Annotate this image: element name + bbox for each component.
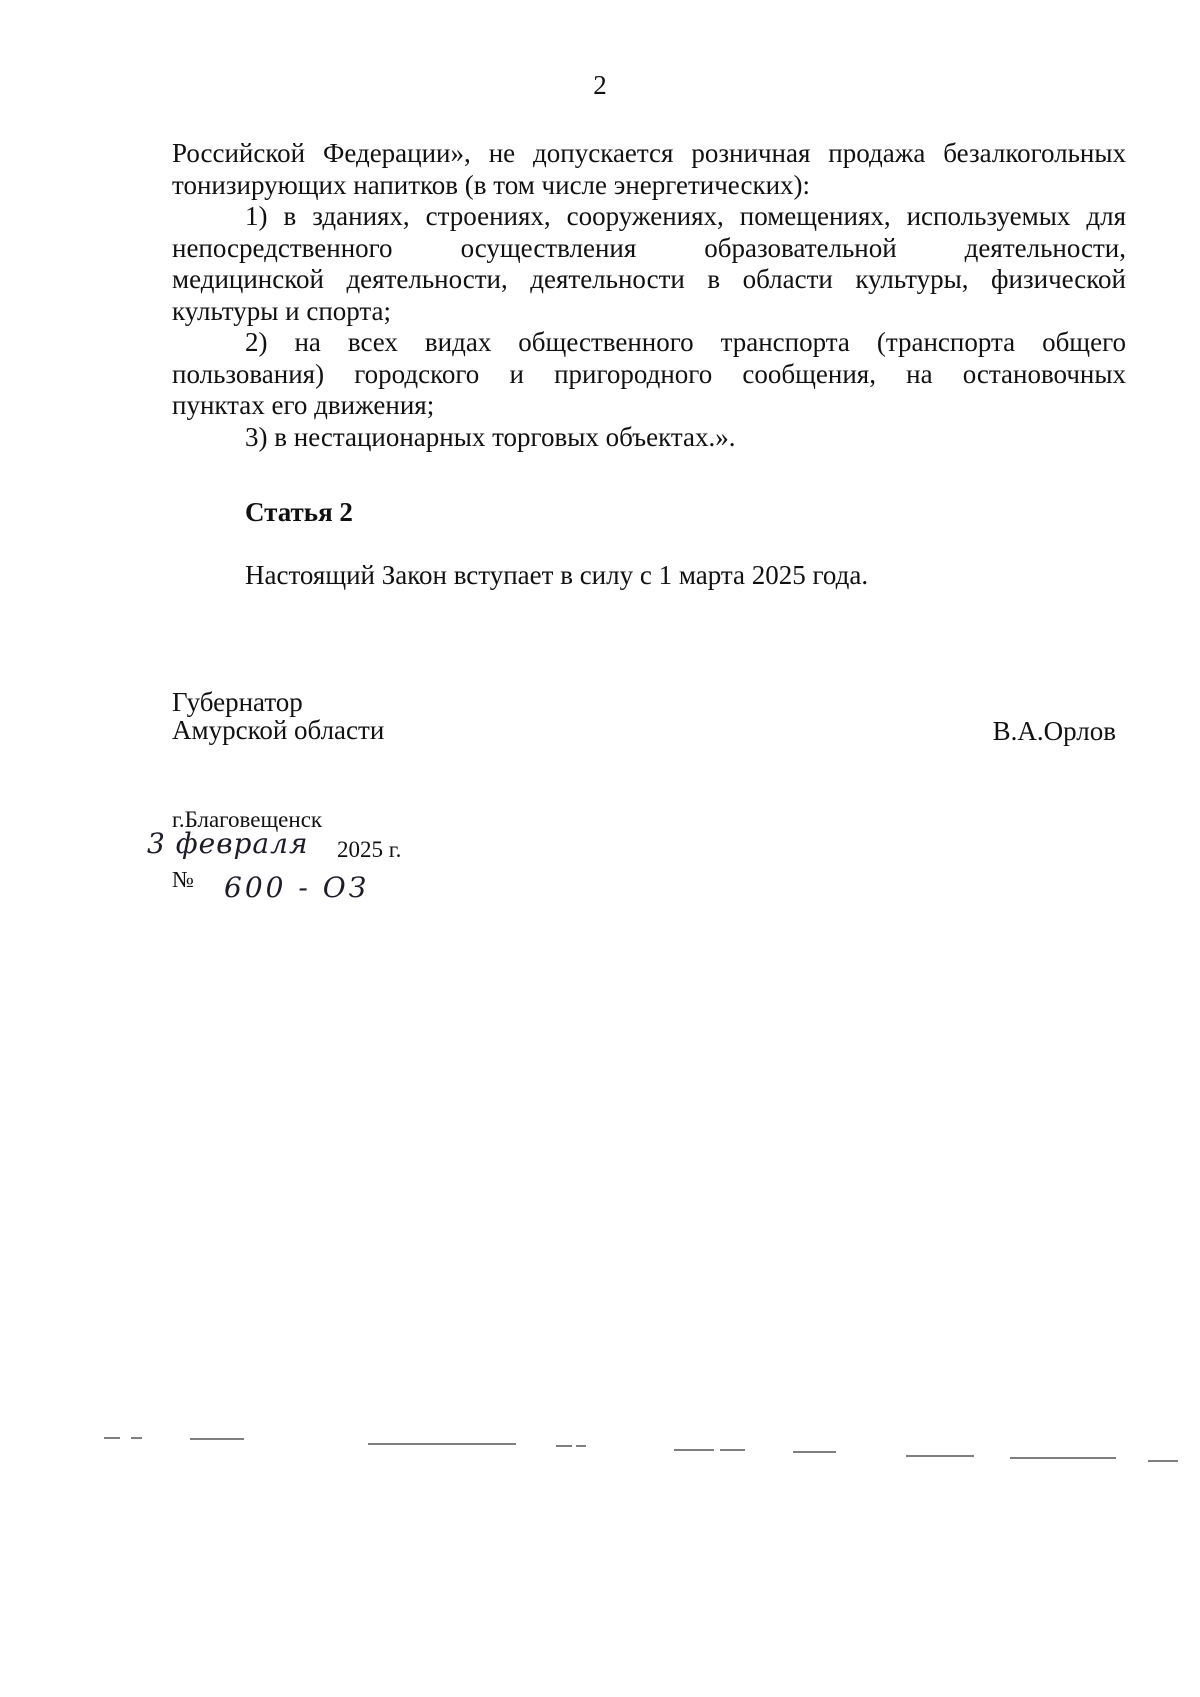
list-item-1-line: непосредственного осуществления образовательной деятельности, — [172, 232, 1126, 263]
paragraph-line: тонизирующих напитков (в том числе энергетических): — [172, 169, 811, 200]
list-item-3: 3) в нестационарных торговых объектах.». — [245, 421, 736, 452]
list-item-1-line: культуры и спорта; — [172, 295, 392, 326]
list-item-2-line: пунктах его движения; — [172, 390, 435, 420]
signatory-name: В.А.Орлов — [992, 716, 1116, 746]
page-number: 2 — [593, 70, 607, 100]
list-item-1-line: медицинской деятельности, деятельности в области культуры, физической — [172, 264, 1126, 294]
handwritten-date: 3 февраля — [147, 827, 309, 860]
date-year: 2025 г. — [337, 837, 402, 862]
list-item-1-line: 1) в зданиях, строениях, сооружениях, помещениях, используемых для — [245, 201, 1126, 231]
paragraph-line: Российской Федерации», не допускается розничная продажа безалкогольных — [172, 138, 1126, 168]
signatory-title-line: Губернатор — [172, 687, 303, 717]
signatory-title-line: Амурской области — [172, 715, 385, 745]
place-name: г.Благовещенск — [172, 807, 323, 832]
number-sign: № — [172, 867, 194, 892]
effective-date-text: Настоящий Закон вступает в силу с 1 марта 2025 года. — [245, 560, 869, 590]
article-heading: Статья 2 — [245, 497, 353, 527]
list-item-2-line: пользования) городского и пригородного сообщения, на остановочных — [172, 358, 1126, 389]
list-item-2-line: 2) на всех видах общественного транспорта (транспорта общего — [245, 327, 1126, 357]
handwritten-number: 600 - ОЗ — [224, 871, 370, 904]
